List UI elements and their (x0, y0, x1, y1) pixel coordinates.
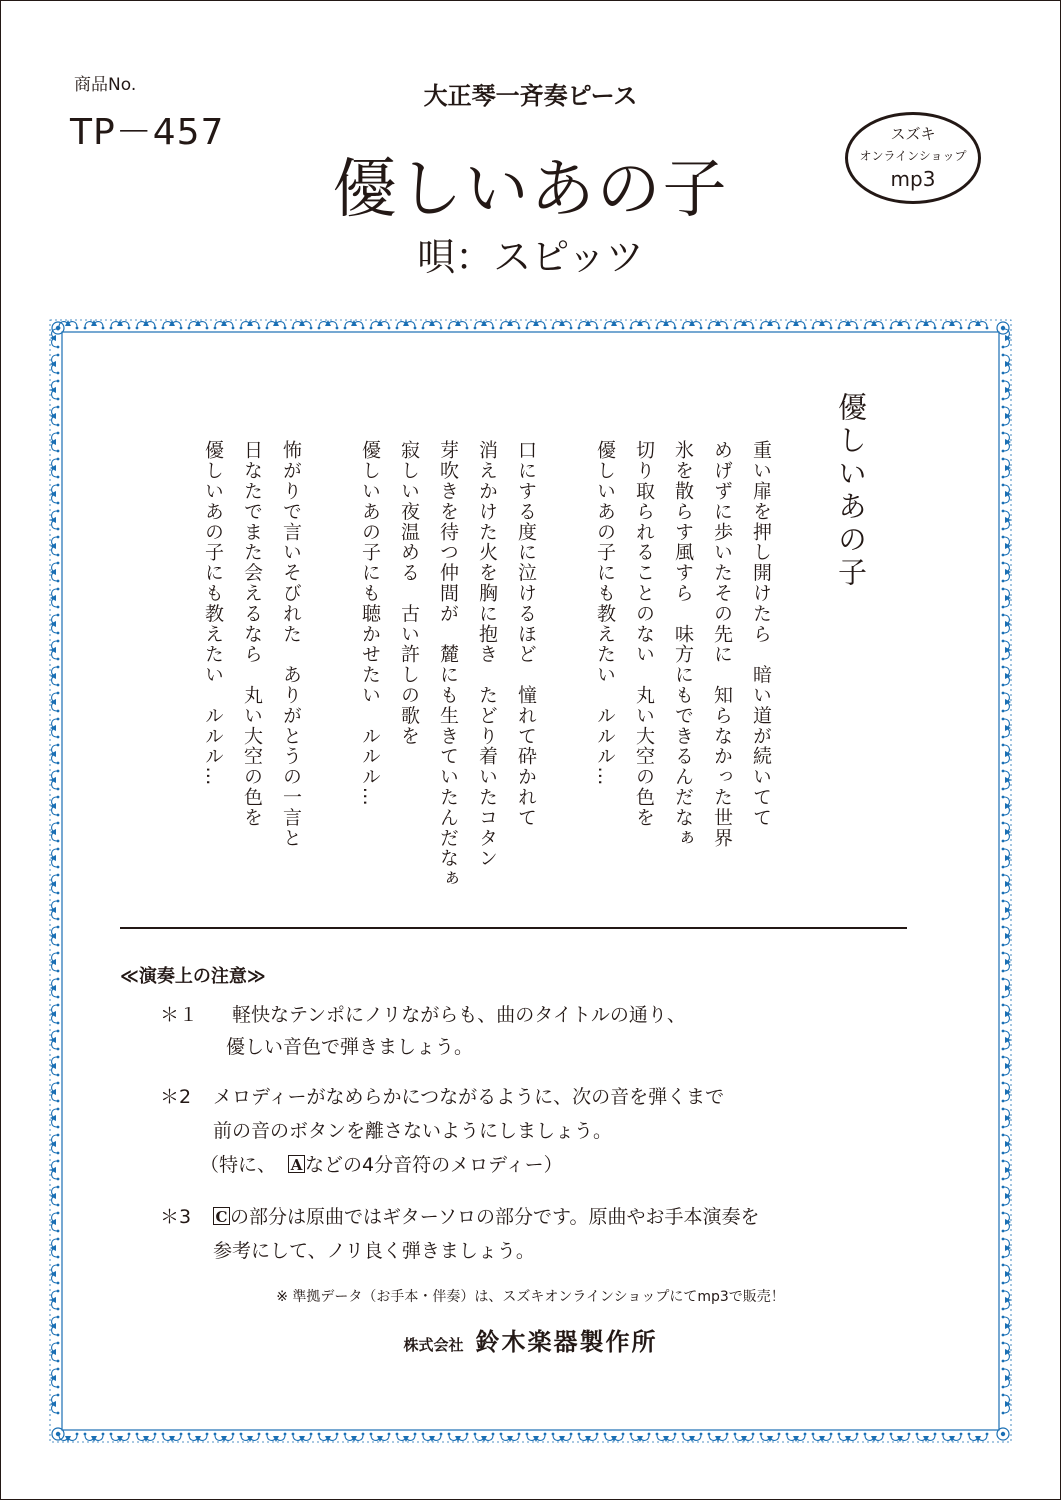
note-3-marker: ＊3 (160, 1206, 192, 1228)
lyric-line: 怖がりで言いそびれた ありがとうの一言と (280, 440, 302, 848)
section-c-box: C (213, 1207, 230, 1225)
lyric-line: 寂しい夜温める 古い許しの歌を (398, 440, 420, 746)
note-2-line-3-suffix: などの4分音符のメロディー） (305, 1154, 563, 1176)
note-1-line-2: 優しい音色で弾きましょう。 (226, 1036, 474, 1058)
song-title: 優しいあの子 (332, 153, 729, 227)
company-prefix: 株式会社 (403, 1336, 464, 1354)
lyric-line: 優しいあの子にも教えたい ルルル… (594, 440, 616, 787)
note-3-line-1-text: の部分は原曲ではギターソロの部分です。原曲やお手本演奏を (230, 1206, 760, 1228)
note-3-line-1 (213, 1202, 760, 1229)
product-number: TP－457 (70, 112, 225, 153)
note-2-line-3-prefix: （特に、 (200, 1154, 277, 1176)
lyrics-block (180, 440, 780, 900)
verse-gap (310, 440, 350, 900)
note-2-line-1: メロディーがなめらかにつながるように、次の音を弾くまで (213, 1086, 725, 1108)
lyric-line: 重い扉を押し開けたら 暗い道が続いてて (750, 440, 772, 828)
section-a-box: A (288, 1155, 305, 1173)
verse-gap (545, 440, 585, 900)
note-1-marker: ＊１ (160, 1004, 199, 1026)
artist-credit: 唄：スピッツ (417, 235, 644, 279)
product-number-label: 商品No. (74, 75, 137, 95)
lyric-line: 優しいあの子にも教えたい ルルル… (202, 440, 224, 787)
mp3-footnote: ※ 準拠データ（お手本・伴奏）は、スズキオンラインショップにてmp3で販売！ (276, 1289, 785, 1305)
lyric-line: 優しいあの子にも聴かせたい ルルル… (359, 440, 381, 808)
note-3-line-2: 参考にして、ノリ良く弾きましょう。 (213, 1240, 535, 1262)
lyric-line: 口にする度に泣けるほど 憧れて砕かれて (515, 440, 537, 828)
lyric-line: 氷を散らす風すら 味方にもできるんだなぁ (672, 440, 694, 848)
series-title: 大正琴一斉奏ピース (423, 82, 638, 110)
note-2-marker: ＊2 (160, 1086, 192, 1108)
badge-line-3: mp3 (890, 167, 936, 191)
badge-line-1: スズキ (890, 125, 936, 143)
company-logo (0, 1322, 1061, 1357)
notes-heading: ≪演奏上の注意≫ (120, 966, 266, 987)
badge-line-2: オンラインショップ (859, 149, 967, 163)
lyrics-title: 優しいあの子 (834, 392, 868, 590)
lyric-line: 切り取られることのない 丸い大空の色を (633, 440, 655, 828)
section-divider (120, 927, 907, 929)
note-2-line-3 (200, 1150, 563, 1177)
company-name: 鈴木楽器製作所 (475, 1328, 658, 1356)
note-2-line-2: 前の音のボタンを離さないようにしましょう。 (213, 1120, 613, 1142)
note-1-line-1: 軽快なテンポにノリながらも、曲のタイトルの通り、 (232, 1004, 686, 1026)
lyric-line: めげずに歩いたその先に 知らなかった世界 (711, 440, 733, 848)
lyric-line: 消えかけた火を胸に抱き たどり着いたコタン (476, 440, 498, 869)
lyric-line: 日なたでまた会えるなら 丸い大空の色を (241, 440, 263, 828)
lyric-line: 芽吹きを待つ仲間が 麓にも生きていたんだなぁ (437, 440, 459, 889)
